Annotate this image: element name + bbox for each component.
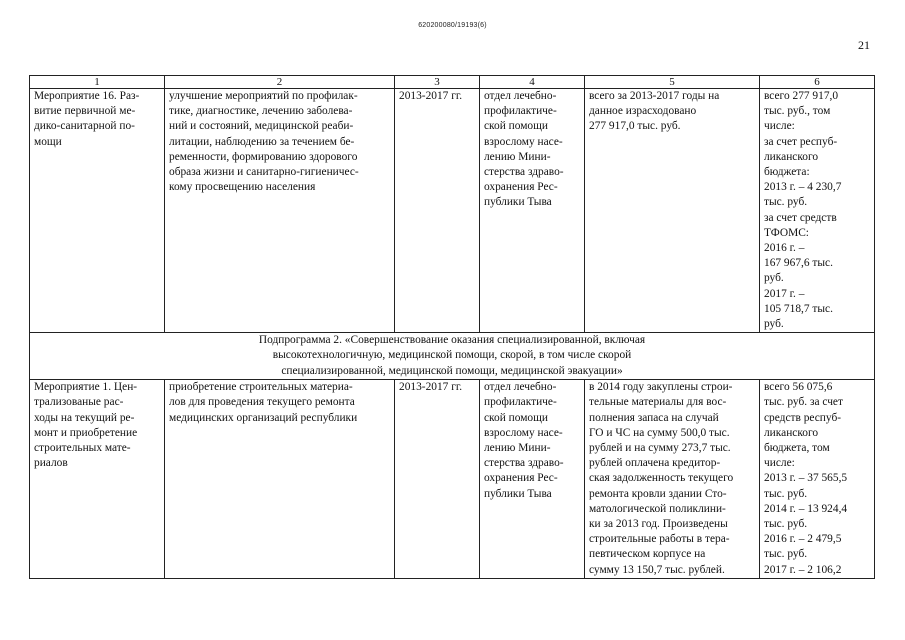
- column-number: 3: [395, 76, 480, 89]
- column-number: 1: [30, 76, 165, 89]
- document-code: 620200080/19193(6): [418, 22, 487, 29]
- column-number: 6: [760, 76, 875, 89]
- program-table: [29, 75, 875, 579]
- result-cell: в 2014 году закуплены строи- тельные материалы для вос- полнения запаса на случай ГО и ЧС на сумму 500,0 тыс. рублей и на сумму 273,7 тыс. рублей оплачена кредитор- ская задолженность текущего ремонта кровли здании Сто- матологической поликлини- ки за 2013 год. Произведены строительные работы в тера- певтическом корпусе на сумму 13 150,7 тыс. рублей.: [585, 380, 760, 579]
- column-number-row: [30, 76, 875, 89]
- table-row: [30, 380, 875, 579]
- column-number: 5: [585, 76, 760, 89]
- funding-cell: всего 56 075,6 тыс. руб. за счет средств респуб- ликанского бюджета, том числе: 2013 г. – 37 565,5 тыс. руб. 2014 г. – 13 924,4 тыс. руб. 2016 г. – 2 479,5 тыс. руб. 2017 г. – 2 106,2: [760, 380, 875, 579]
- responsible-cell: отдел лечебно- профилактиче- ской помощи взрослому насе- лению Мини- стерства здраво- охранения Рес- публики Тыва: [480, 89, 585, 333]
- period-cell: 2013-2017 гг.: [395, 89, 480, 333]
- page-number: 21: [858, 38, 870, 52]
- table-row: [30, 89, 875, 333]
- subprogram-title: Подпрограмма 2. «Совершенствование оказания специализированной, включая высокотехнологичную, медицинской помощи, скорой, в том числе скорой специализированной, медицинской помощи, медицинской эвакуации»: [30, 333, 875, 380]
- funding-cell: всего 277 917,0 тыс. руб., том числе: за счет респуб- ликанского бюджета: 2013 г. – 4 230,7 тыс. руб. за счет средств ТФОМС: 2016 г. – 167 967,6 тыс. руб. 2017 г. – 105 718,7 тыс. руб.: [760, 89, 875, 333]
- period-cell: 2013-2017 гг.: [395, 380, 480, 579]
- measure-name-cell: Мероприятие 1. Цен- трализованые рас- ходы на текущий ре- монт и приобретение строительных мате- риалов: [30, 380, 165, 579]
- column-number: 2: [165, 76, 395, 89]
- subprogram-row: [30, 333, 875, 380]
- measure-description-cell: приобретение строительных материа- лов для проведения текущего ремонта медицинских организаций республики: [165, 380, 395, 579]
- measure-name-cell: Мероприятие 16. Раз- витие первичной ме- дико-санитарной по- мощи: [30, 89, 165, 333]
- responsible-cell: отдел лечебно- профилактиче- ской помощи взрослому насе- лению Мини- стерства здраво- охранения Рес- публики Тыва: [480, 380, 585, 579]
- result-cell: всего за 2013-2017 годы на данное израсходовано 277 917,0 тыс. руб.: [585, 89, 760, 333]
- column-number: 4: [480, 76, 585, 89]
- measure-description-cell: улучшение мероприятий по профилак- тике, диагностике, лечению заболева- ний и состояний, медицинской реаби- литации, наблюдению за течением бе- ременности, формированию здорового образа жизни и санитарно-гигиеничес- кому просвещению населения: [165, 89, 395, 333]
